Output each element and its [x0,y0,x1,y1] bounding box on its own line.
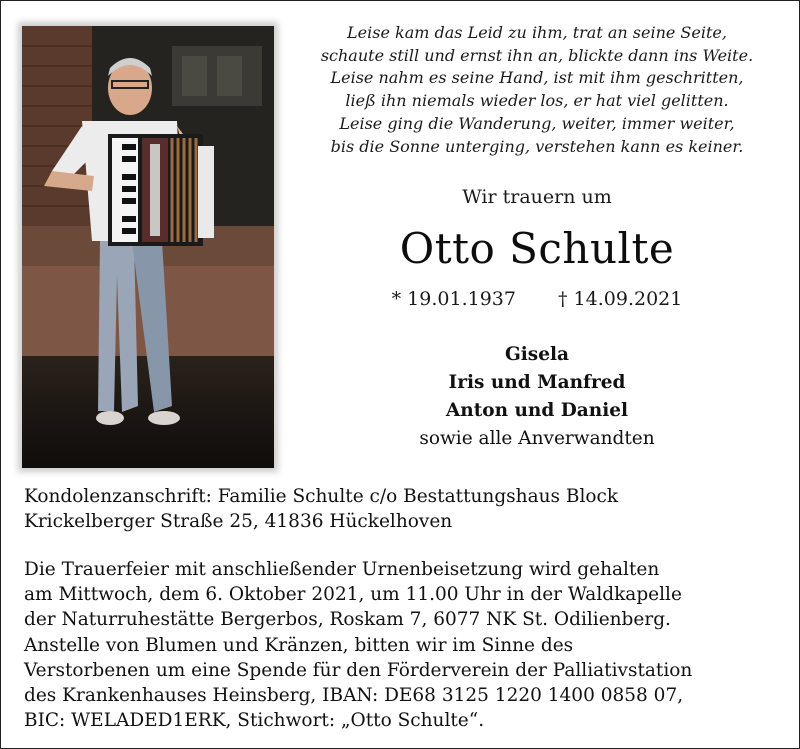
info-line: am Mittwoch, dem 6. Oktober 2021, um 11.00 Uhr in der Waldkapelle [24,584,682,606]
condolence-address [24,484,618,534]
life-dates [282,288,792,310]
mourners-list [282,341,792,453]
poem [282,22,792,158]
address-line: Krickelberger Straße 25, 41836 Hückelhoven [24,511,453,533]
mourning-line: Wir trauern um [462,186,612,208]
info-line: des Krankenhauses Heinsberg, IBAN: DE68 3125 1220 1400 0858 07, [24,685,684,707]
poem-line: Leise ging die Wanderung, weiter, immer weiter, [339,113,735,133]
info-line: Verstorbenen um eine Spende für den Förderverein der Palliativstation [24,659,693,681]
poem-line: bis die Sonne unterging, verstehen kann es keiner. [330,136,744,156]
accordion-player-image [22,26,274,468]
mourner-name: Iris und Manfred [448,372,626,393]
funeral-info [24,557,692,733]
mourner-name: Anton und Daniel [445,400,629,421]
info-line: der Naturruhestätte Bergerbos, Roskam 7, 6077 NK St. Odilienberg. [24,609,671,631]
birth-date: * 19.01.1937 [391,288,516,310]
address-line: Kondolenzanschrift: Familie Schulte c/o Bestattungshaus Block [24,486,619,507]
poem-line: Leise kam das Leid zu ihm, trat an seine Seite, [347,23,727,42]
mourner-name: Gisela [504,344,570,365]
info-line: BIC: WELADED1ERK, Stichwort: „Otto Schulte“. [24,710,485,732]
mourner-relatives: sowie alle Anverwandten [419,428,655,449]
poem-line: schaute still und ernst ihn an, blickte dann ins Weite. [320,45,754,65]
poem-line: Leise nahm es seine Hand, ist mit ihm geschritten, [330,68,744,88]
death-date: † 14.09.2021 [558,288,683,310]
deceased-name: Otto Schulte [399,224,675,273]
info-line: Anstelle von Blumen und Kränzen, bitten wir im Sinne des [24,634,574,656]
portrait-photo [22,26,274,468]
info-line: Die Trauerfeier mit anschließender Urnenbeisetzung wird gehalten [24,559,660,580]
poem-line: ließ ihn niemals wieder los, er hat viel gelitten. [345,91,729,111]
